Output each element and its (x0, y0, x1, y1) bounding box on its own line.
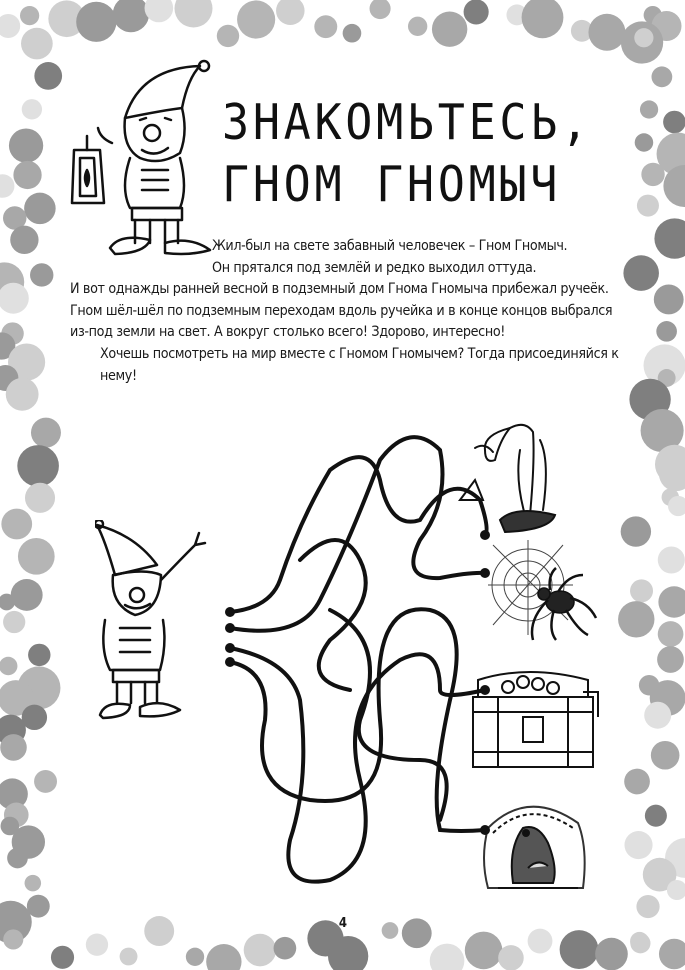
title-line-2: ГНОМ ГНОМЫЧ (222, 156, 562, 213)
maze-paths (230, 437, 487, 882)
page-number: 4 (338, 916, 348, 931)
story-line-2: Он прятался под землёй и редко выходил оттуда. (212, 259, 537, 276)
story-line-1: Жил-был на свете забавный человечек – Гном Гномыч. (212, 238, 568, 254)
title-line-1: ЗНАКОМЬТЕСЬ, (222, 94, 592, 151)
story-paragraph-1: И вот однажды ранней весной в подземный дом Гнома Гномыча прибежал ручеёк. Гном шёл-шёл по подземным переходам вдоль ручейка и в конце концов выбрался из-под земли на свет. А вокруг столько всего! Здорово, интересно! (70, 281, 613, 341)
story-paragraph-2: Хочешь посмотреть на мир вместе с Гномом Гномычем? Тогда присоединяйся к нему! (100, 345, 619, 384)
